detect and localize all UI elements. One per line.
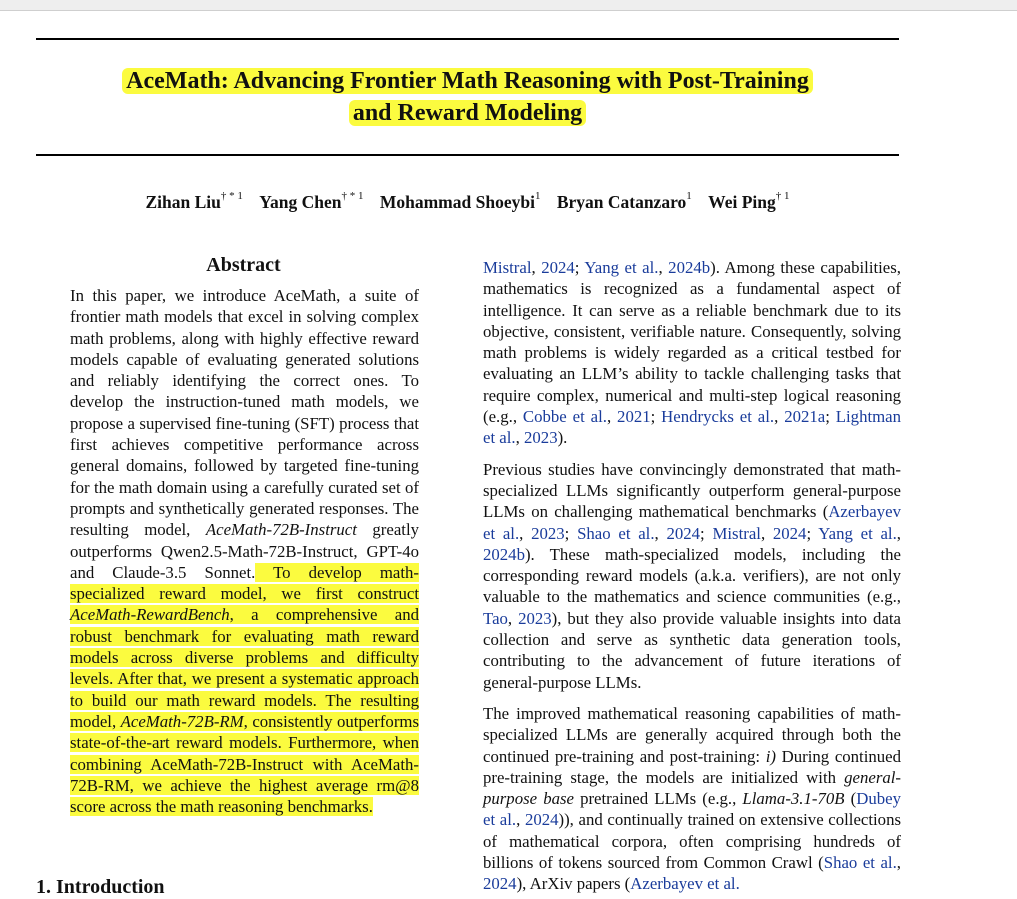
citation-link[interactable]: 2023: [518, 608, 552, 628]
citation-link[interactable]: Hendrycks et al.: [661, 407, 775, 427]
citation-link[interactable]: Yang et al.: [584, 258, 659, 277]
viewer-top-bar: [0, 0, 1017, 11]
citation-link[interactable]: 2023: [524, 428, 558, 448]
author-list: [36, 192, 899, 213]
title-rule-bottom: [36, 154, 899, 156]
citation-link[interactable]: Shao et al.: [577, 523, 655, 543]
abstract-body: [70, 285, 419, 817]
abstract-paragraph: In this paper, we introduce AceMath, a suite of frontier math models that excel in solving complex math problems, along with highly effective reward models capable of evaluating generated solutions and reliably identifying the correct ones. To develop the instruction-tuned math models, we propose a supervised fine-tuning (SFT) process that first achieves competitive performance across general domains, followed by targeted fine-tuning for the math domain using a carefully curated set of prompts and synthetically generated responses. The resulting model, AceMath-72B-Instruct greatly outperforms Qwen2.5-Math-72B-Instruct, GPT-4o and Claude-3.5 Sonnet. To develop math-specialized reward model, we first construct AceMath-RewardBench, a comprehensive and robust benchmark for evaluating math reward models across diverse problems and difficulty levels. After that, we present a systematic approach to build our math reward models. The resulting model, AceMath-72B-RM, consistently outperforms state-of-the-art reward models. Furthermore, when combining AceMath-72B-Instruct with AceMath-72B-RM, we achieve the highest average rm@8 score across the math reasoning benchmarks.: [70, 286, 419, 817]
citation-link[interactable]: 2024: [772, 523, 807, 543]
author: Mohammad Shoeybi$^1$: [379, 190, 541, 212]
citation-link[interactable]: 2021: [617, 407, 651, 427]
title-line-1: AceMath: Advancing Frontier Math Reasoning with Post-Training: [122, 68, 813, 94]
right-column: [483, 257, 901, 895]
citation-link[interactable]: Azerbayev et al.: [483, 502, 901, 543]
author: Zihan Liu$^{\dagger * 1}$: [145, 190, 243, 212]
citation-link[interactable]: Mistral: [483, 258, 532, 277]
citation-link[interactable]: Lightman et al.: [483, 407, 902, 448]
citation-link[interactable]: 2024: [666, 523, 701, 543]
citation-link[interactable]: 2024b: [668, 258, 711, 277]
citation-link[interactable]: Shao et al.: [823, 853, 897, 873]
author: Bryan Catanzaro$^1$: [556, 190, 692, 212]
body-paragraph-3: The improved mathematical reasoning capabilities of math-specialized LLMs are generally acquired through both the continued pre-training and post-training: i) During continued pre-training stage, the models are initialized with general-purpose base pretrained LLMs (e.g., Llama-3.1-70B (Dubey et al., 2024)), and continually trained on extensive collections of mathematical corpora, often comprising hundreds of billions of tokens sourced from Common Crawl (Shao et al., 2024), ArXiv papers (Azerbayev et al.: [483, 703, 901, 894]
citation-link[interactable]: 2024: [541, 258, 575, 277]
author: Wei Ping$^{\dagger 1}$: [708, 190, 790, 212]
citation-link[interactable]: 2024: [524, 810, 559, 830]
citation-link[interactable]: Dubey et al.: [483, 789, 901, 830]
citation-link[interactable]: Mistral: [712, 523, 761, 543]
body-paragraph-1: Mistral, 2024; Yang et al., 2024b). Among these capabilities, mathematics is recognized as a fundamental aspect of intelligence. It can serve as a reliable benchmark due to its objective, consistent, verifiable nature. Consequently, solving math problems is widely regarded as a critical testbed for evaluating an LLM’s ability to tackle challenging tasks that require complex, numerical and multi-step logical reasoning (e.g., Cobbe et al., 2021; Hendrycks et al., 2021a; Lightman et al., 2023).: [483, 258, 902, 448]
citation-link[interactable]: Azerbayev et al.: [630, 874, 740, 894]
citation-link[interactable]: Cobbe et al.: [522, 407, 607, 427]
citation-link[interactable]: 2023: [531, 523, 565, 543]
citation-link[interactable]: 2021a: [784, 407, 826, 427]
body-paragraph-2: Previous studies have convincingly demonstrated that math-specialized LLMs significantly outperform general-purpose LLMs on challenging mathematical benchmarks (Azerbayev et al., 2023; Shao et al., 2024; Mistral, 2024; Yang et al., 2024b). These math-specialized models, including the corresponding reward models (a.k.a. verifiers), are not only valuable to the mathematics and science communities (e.g., Tao, 2023), but they also provide valuable insights into data collection and serve as synthetic data generation tools, contributing to the advancement of future iterations of general-purpose LLMs.: [483, 459, 901, 692]
abstract-heading: Abstract: [206, 254, 281, 276]
citation-link[interactable]: Tao: [483, 608, 508, 628]
citation-link[interactable]: 2024: [483, 874, 517, 894]
section-heading-introduction: 1. Introduction: [36, 876, 165, 898]
title-line-2: and Reward Modeling: [349, 100, 586, 126]
author: Yang Chen$^{\dagger * 1}$: [259, 190, 364, 212]
highlighted-text: To develop math-specialized reward model, we first construct AceMath-RewardBench, a comprehensive and robust benchmark for evaluating math reward models across diverse problems and difficulty levels. After that, we present a systematic approach to build our math reward models. The resulting model, AceMath-72B-RM, consistently outperforms state-of-the-art reward models. Furthermore, when combining AceMath-72B-Instruct with AceMath-72B-RM, we achieve the highest average rm@8 score across the math reasoning benchmarks.: [70, 562, 419, 817]
title-rule-top: [36, 38, 899, 40]
citation-link[interactable]: Yang et al.: [818, 523, 897, 543]
paper-title: [36, 65, 899, 129]
citation-link[interactable]: 2024b: [483, 544, 525, 564]
